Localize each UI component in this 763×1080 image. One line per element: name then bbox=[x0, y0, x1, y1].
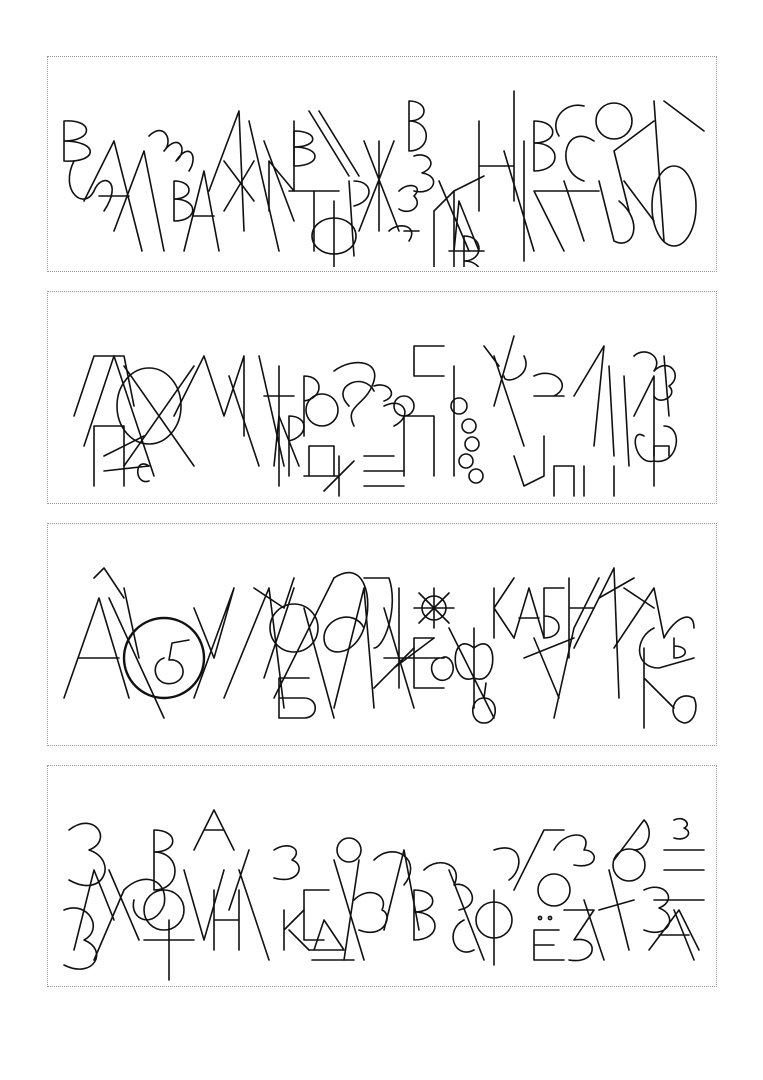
letter-tangle-image bbox=[54, 548, 710, 741]
puzzle-panel-letter-b bbox=[47, 523, 717, 746]
puzzle-panel-letter-z bbox=[47, 765, 717, 987]
letter-tangle-image bbox=[54, 316, 710, 499]
puzzle-panel-letter-p bbox=[47, 291, 717, 504]
puzzle-panel-letter-v bbox=[47, 56, 717, 272]
letter-tangle-image bbox=[54, 790, 710, 982]
letter-tangle-image bbox=[54, 81, 710, 267]
